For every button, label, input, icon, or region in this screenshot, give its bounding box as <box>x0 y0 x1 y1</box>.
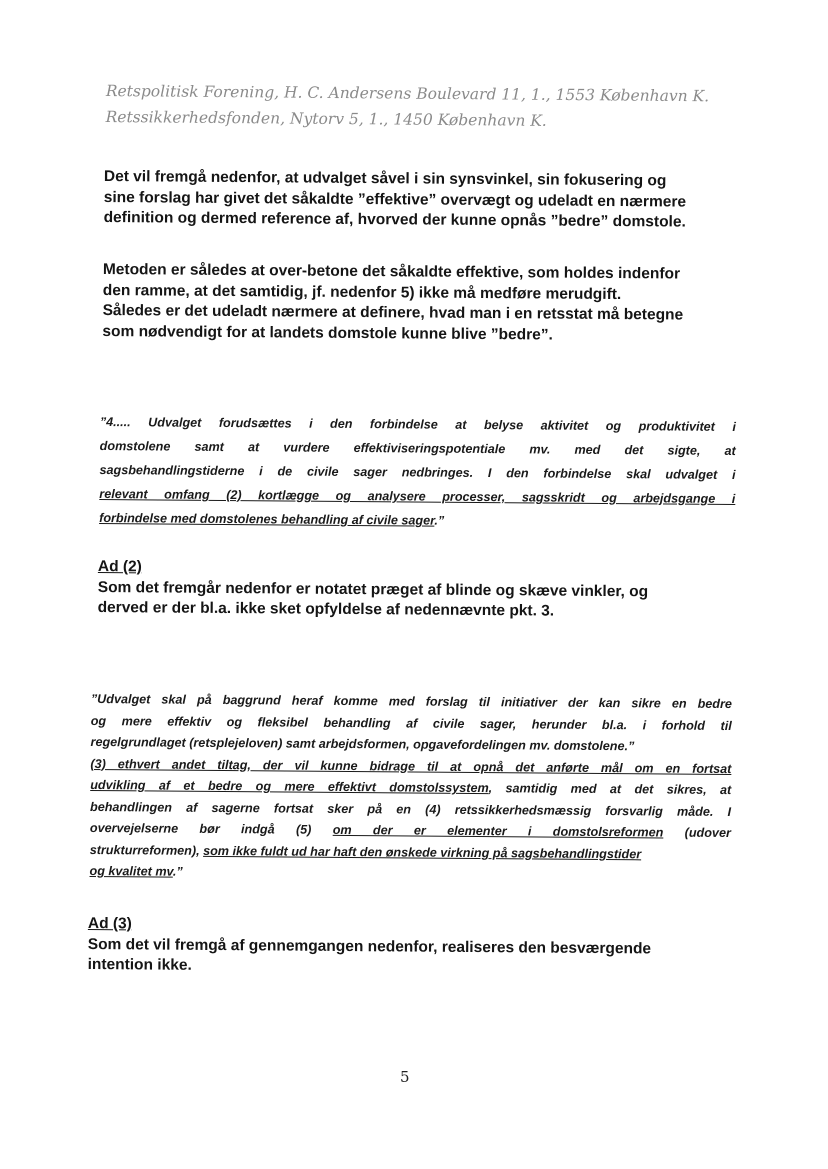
paragraph-line: Det vil fremgå nedenfor, at udvalget såvel i sin synsvinkel, sin fokusering og <box>103 167 667 190</box>
paragraph-line: sine forslag har givet det såkaldte ”effektive” overvægt og udeladt en nærmere <box>103 188 687 211</box>
quote-line: og mere effektiv og fleksibel behandling af civile sager, herunder bl.a. i forhold til <box>90 713 732 733</box>
quote-line: behandlingen af sagerne fortsat sker på en (4) retssikkerhedsmæssig forsvarlig måde. I <box>90 799 732 819</box>
quote-line-underlined: relevant omfang (2) kortlægge og analysere processer, sagsskridt og arbejdsgange i <box>99 486 736 506</box>
paragraph-line: Som det vil fremgå af gennemgangen nedenfor, realiseres den besværgende <box>87 935 652 957</box>
paragraph-2 <box>102 260 683 347</box>
underlined-text: som ikke fuldt ud har haft den ønskede virkning på sagsbehandlingstider <box>203 843 642 861</box>
underlined-text: om der er elementer i domstolsreformen <box>332 822 664 840</box>
quote-end: .” <box>172 864 183 879</box>
ad-3-section <box>88 914 652 980</box>
underlined-text: udvikling af et bedre og mere effektivt domstolssystem <box>90 777 489 796</box>
letterhead-line-2: Retssikkerhedsfonden, Nytorv 5, 1., 1450 København K. <box>105 107 547 130</box>
quote-2 <box>89 689 731 888</box>
ad-2-section <box>98 557 649 623</box>
quote-line <box>99 506 735 535</box>
paragraph-line: definition og dermed reference af, hvorved der kunne opnås ”bedre” domstole. <box>103 208 686 231</box>
ad-2-heading: Ad (2) <box>97 557 142 576</box>
paragraph-line: intention ikke. <box>87 955 192 974</box>
paragraph-line: derved er der bl.a. ikke sket opfyldelse af nedennævnte pkt. 3. <box>97 598 555 620</box>
ad-3-heading: Ad (3) <box>87 914 132 933</box>
quote-text: strukturreformen), <box>89 842 204 858</box>
quote-line: regelgrundlaget (retsplejeloven) samt arbejdsformen, opgavefordelingen mv. domstolene.” <box>90 734 635 754</box>
quote-text: , samtidig med at det sikres, at <box>488 781 732 798</box>
paragraph-line: den ramme, at det samtidig, jf. nedenfor 5) ikke må medføre merudgift. <box>102 281 622 303</box>
quote-end: .” <box>434 513 445 528</box>
paragraph-1 <box>104 167 687 233</box>
paragraph-line: Metoden er således at over-betone det såkaldte effektive, som holdes indenfor <box>102 260 681 283</box>
quote-line: domstolene samt at vurdere effektiviseringspotentiale mv. med det sigte, at <box>99 438 736 458</box>
page-number: 5 <box>400 1068 410 1086</box>
quote-text: (udover <box>663 825 731 841</box>
paragraph-line: som nødvendigt for at landets domstole kunne blive ”bedre”. <box>102 322 553 344</box>
quote-1 <box>99 410 736 535</box>
underlined-text: og kvalitet mv <box>89 863 173 879</box>
quote-line: ”4..... Udvalget forudsættes i den forbindelse at belyse aktivitet og produktivitet i <box>99 414 736 434</box>
paragraph-line: Som det fremgår nedenfor er notatet præget af blinde og skæve vinkler, og <box>97 578 649 600</box>
paragraph-line: Således er det udeladt nærmere at definere, hvad man i en retsstat må betegne <box>102 301 684 324</box>
letterhead-line-1: Retspolitisk Forening, H. C. Andersens Boulevard 11, 1., 1553 København K. <box>105 81 710 106</box>
quote-text: overvejelserne bør indgå (5) <box>89 820 333 837</box>
quote-line: sagsbehandlingstiderne i de civile sager nedbringes. I den forbindelse skal udvalget i <box>99 462 736 482</box>
letterhead <box>106 78 710 135</box>
quote-line-underlined: (3) ethvert andet tiltag, der vil kunne bidrage til at opnå det anførte mål om en fortsat <box>90 756 732 776</box>
quote-line: ”Udvalget skal på baggrund heraf komme med forslag til initiativer der kan sikre en bedre <box>90 691 732 712</box>
underlined-text: forbindelse med domstolenes behandling af civile sager <box>99 510 435 528</box>
